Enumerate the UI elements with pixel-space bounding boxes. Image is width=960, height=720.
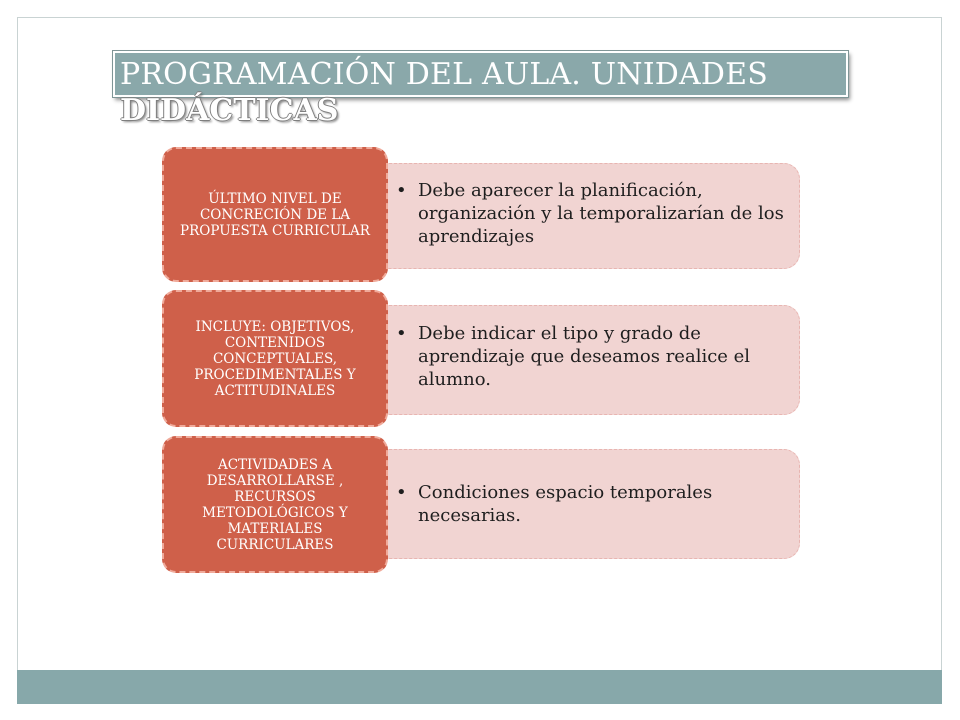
row-1-bullet-text: Debe aparecer la planificación, organización y la temporalizarían de los aprendizajes [418,180,784,247]
row-2-label: INCLUYE: OBJETIVOS, CONTENIDOS CONCEPTUALES, PROCEDIMENTALES Y ACTITUDINALES [162,290,388,427]
row-3-bullet [396,481,786,527]
slide-title-line-1: PROGRAMACIÓN DEL AULA. UNIDADES [120,57,768,92]
row-2-bullet-text: Debe indicar el tipo y grado de aprendizaje que deseamos realice el alumno. [418,323,751,390]
bullet-dot-icon: • [396,482,407,503]
slide-title-line-2: DIDÁCTICAS [120,93,339,128]
row-1-bullet [396,179,786,248]
bullet-dot-icon: • [396,323,407,344]
row-1-label: ÚLTIMO NIVEL DE CONCRECIÓN DE LA PROPUESTA CURRICULAR [162,147,388,282]
row-3-bullet-text: Condiciones espacio temporales necesarias. [418,482,713,526]
footer-bar [17,670,942,704]
row-2-bullet [396,322,786,391]
bullet-dot-icon: • [396,180,407,201]
row-3-label: ACTIVIDADES A DESARROLLARSE , RECURSOS METODOLÓGICOS Y MATERIALES CURRICULARES [162,436,388,573]
